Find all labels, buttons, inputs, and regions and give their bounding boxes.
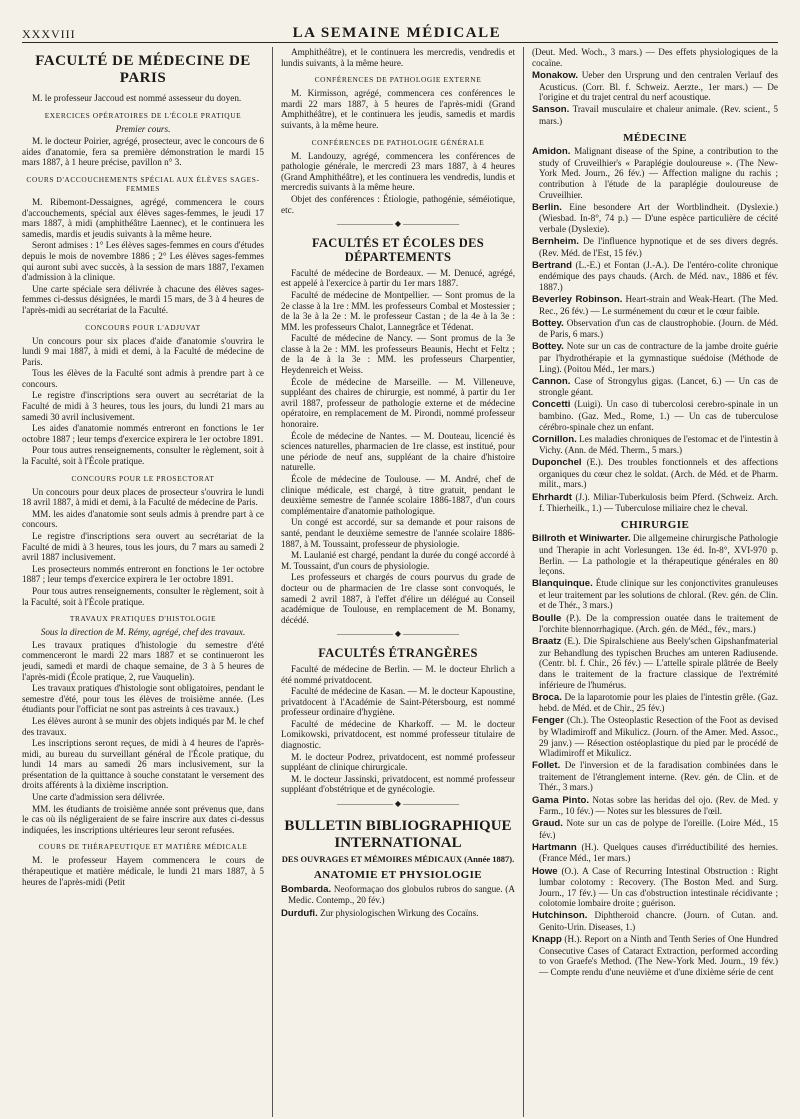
paragraph: École de médecine de Toulouse. — M. André, chef de clinique médicale, est chargé, à titre gratuit, pendant le deuxième semestre de l'année scolaire 1886-1887, d'un cours complémentaire d'anatomie pathologique. xyxy=(281,474,515,516)
bibliography-entry xyxy=(532,613,778,635)
entry-text: De la laparotomie pour les plaies de l'intestin grêle. (Gaz. hebd. de Méd. et de Chir., 25 fév.) xyxy=(539,691,778,714)
entry-author: Blanquinque. xyxy=(532,578,593,590)
section-title: FACULTÉ DE MÉDECINE DE PARIS xyxy=(35,53,251,86)
paragraph: Faculté de médecine de Bordeaux. — M. Denucé, agrégé, est appelé à l'exercice à partir du 1er mars 1887. xyxy=(281,267,515,289)
paragraph: M. le professeur Jaccoud est nommé assesseur du doyen. xyxy=(32,93,242,103)
entry-text: De l'influence hypnotique et de ses divers degrés. (Rev. Méd. de l'Est, 15 fév.) xyxy=(539,236,778,258)
paragraph: Un concours pour six places d'aide d'anatomie s'ouvrira le lundi 9 mai 1887, à midi et demi, à la Faculté de médecine de Paris. xyxy=(22,335,264,367)
paragraph: Les professeurs et chargés de cours pourvus du grade de docteur ou de pharmacien de 1re classe sont convoqués, le samedi 2 avril 1887, à l'effet d'élire un délégué au Conseil académique de Toulouse, en remplacement de M. Bonamy, décédé. xyxy=(281,572,515,625)
entry-author: Beverley Robinson. xyxy=(532,293,623,305)
entry-author: Bottey. xyxy=(532,341,564,353)
bulletin-title: BULLETIN BIBLIOGRAPHIQUE INTERNATIONAL xyxy=(284,817,512,851)
paragraph: Les prosecteurs nommés entreront en fonctions le 1er octobre 1887 ; leur temps d'exercice expirera le 1er octobre 1891. xyxy=(22,563,264,585)
paragraph: Une carte d'admission sera délivrée. xyxy=(32,792,165,803)
paragraph: Les élèves auront à se munir des objets indiqués par M. le chef des travaux. xyxy=(22,715,264,737)
entry-continuation: (Deut. Med. Woch., 3 mars.) — Des effets physiologiques de la cocaïne. xyxy=(532,47,778,68)
bibliography-entry xyxy=(532,692,778,714)
entry-author: Billroth et Winiwarter. xyxy=(532,533,631,545)
paragraph: M. Kirmisson, agrégé, commencera ces conférences le mardi 22 mars 1887, à 5 heures de l'après-midi (Grand Amphithéâtre), et le continuera les jeudis, samedis et mardis suivants, à la même heure. xyxy=(281,88,515,130)
entry-author: Knapp xyxy=(532,934,562,946)
entry-author: Cornillon. xyxy=(532,433,577,445)
paragraph: M. le docteur Poirier, agrégé, prosecteur, avec le concours de 6 aides d'anatomie, fera sa première démonstration le mardi 15 mars 1887, à 1 heure précise, pavillon n° 3. xyxy=(22,136,264,168)
entry-text: Neoformaçao dos globulos rubros do sangue. (A Medic. Contemp., 20 fév.) xyxy=(288,883,516,906)
paragraph: Le registre d'inscriptions sera ouvert au secrétariat de la Faculté de midi à 3 heures, tous les jours, du lundi 21 mars au samedi 30 avril inclusivement. xyxy=(22,390,264,422)
subsection-heading: EXERCICES OPÉRATOIRES DE L'ÉCOLE PRATIQUE xyxy=(44,110,242,120)
paragraph: Les travaux pratiques d'histologie sont obligatoires, pendant le semestre d'été, pour tous les élèves de troisième année. (Les étudiants pour l'officiat ne sont pas astreints à ces travaux.) xyxy=(22,683,264,715)
bibliography-entry xyxy=(532,399,778,432)
entry-author: Duponchel xyxy=(532,457,582,469)
bibliography-entry xyxy=(532,842,778,864)
bibliography-entry xyxy=(532,818,778,840)
column-right xyxy=(524,47,778,1117)
paragraph: Une carte spéciale sera délivrée à chacune des élèves sages-femmes ci-dessus désignées, le mardi 15 mars, de 3 à 4 heures de l'après-midi au secrétariat de la Faculté. xyxy=(22,283,264,315)
column-left xyxy=(22,47,272,1117)
paragraph: École de médecine de Nantes. — M. Douteau, licencié ès sciences naturelles, pharmacien de 1re classe, est institué, pour une période de neuf ans, suppléant de la chaire d'histoire naturelle. xyxy=(281,430,515,473)
entry-author: Amidon. xyxy=(532,146,571,158)
paragraph: Faculté de médecine de Kharkoff. — M. le docteur Lomikowski, privatdocent, est nommé professeur titulaire de diagnostic. xyxy=(281,718,515,751)
bibliography-entry xyxy=(532,636,778,690)
bibliography-entry xyxy=(532,202,778,235)
category-heading: CHIRURGIE xyxy=(620,518,690,531)
entry-author: Concetti xyxy=(532,399,571,411)
bibliography-entry xyxy=(281,884,515,906)
entry-text: (L.-E.) et Fontan (J.-A.). De l'entéro-colite chronique endémique des pays chauds. (Arch. de Méd. nav., 1886 et fév. 1887.) xyxy=(539,259,778,292)
separator-ornament: ——————— ◆ ——————— xyxy=(336,799,460,809)
bibliography-entry xyxy=(532,260,778,293)
subsection-heading: CONFÉRENCES DE PATHOLOGIE EXTERNE xyxy=(314,75,482,85)
entry-text: (P.). De la compression ouatée dans le traitement de l'orchite blennorrhagique. (Arch. gén. de Méd., fév., mars.) xyxy=(539,612,778,635)
entry-author: Bertrand xyxy=(532,259,572,271)
entry-author: Bottey. xyxy=(532,317,564,329)
separator-ornament: ——————— ◆ ——————— xyxy=(336,219,460,229)
paragraph: M. le docteur Jassinski, privatdocent, est nommé professeur suppléant d'obstétrique et de gynécologie. xyxy=(281,773,515,795)
running-header xyxy=(22,12,778,43)
bibliography-entry xyxy=(532,578,778,611)
entry-author: Gama Pinto. xyxy=(532,794,590,806)
entry-text: (J.). Miliar-Tuberkulosis beim Pferd. (Schweiz. Arch. f. Thierheilk., 1.) — Tuberculose miliaire chez le cheval. xyxy=(539,491,778,514)
paragraph: Tous les élèves de la Faculté sont admis à prendre part à ce concours. xyxy=(22,368,264,389)
bibliography-entry xyxy=(532,533,778,576)
bulletin-subtitle: DES OUVRAGES ET MÉMOIRES MÉDICAUX (Année 1887). xyxy=(281,853,515,864)
entry-author: Cannon. xyxy=(532,375,571,387)
subsection-heading: CONCOURS POUR LE PROSECTORAT xyxy=(71,473,215,483)
paragraph: Amphithéâtre), et le continuera les mercredis, vendredis et lundis suivants, à la même heure. xyxy=(281,47,515,68)
entry-author: Ehrhardt xyxy=(532,491,572,503)
entry-text: Heart-strain and Weak-Heart. (The Med. Rec., 26 fév.) — Le surménement du cœur et le cœur faible. xyxy=(539,293,778,316)
paragraph: Le registre d'inscriptions sera ouvert au secrétariat de la Faculté de midi à 3 heures, tous les jours, du 7 mars au samedi 2 avril 1887 inclusivement. xyxy=(22,531,264,563)
paragraph: Faculté de médecine de Montpellier. — Sont promus de la 2e classe à la 1re : MM. les professeurs Combal et Mostessier ; de la 3e à la 2e : M. le professeur Castan ; de la 4e à la 3e : MM. les professeurs Chalot, Lannegrâce et Tédenat. xyxy=(281,289,515,332)
entry-text: Notas sobre las heridas del ojo. (Rev. de Med. y Farm., 10 fév.) — Notes sur les blessures de l'œil. xyxy=(539,794,778,817)
entry-author: Follet. xyxy=(532,760,561,772)
entry-author: Fenger xyxy=(532,715,564,727)
paragraph: École de médecine de Marseille. — M. Villeneuve, suppléant des chaires de chirurgie, est nommé, à partir du 1er avril 1887, professeur de pathologie externe et de médecine opératoire, en remplacement de M. Pirondi, nommé professeur honoraire. xyxy=(281,376,515,430)
bibliography-entry xyxy=(532,104,778,126)
paragraph: M. le professeur Hayem commencera le cours de thérapeutique et matière médicale, le lundi 21 mars 1887, à 5 heures de l'après-midi (Petit xyxy=(22,855,264,887)
entry-text: (E.). Die Spiralschiene aus Beely'schen Gipshanfmaterial zur Behandlung des typischen Bruches am unteren Radiusende. (Centr. bl. f. Chir., 26 fév.) — L'attelle spirale plâtrée de Beely dans le traitement de la fracture classique de l'extrémité inférieure de l'humérus. xyxy=(539,636,778,690)
paragraph: M. le docteur Podrez, privatdocent, est nommé professeur suppléant de clinique chirurgicale. xyxy=(281,751,515,773)
entry-text: Travail musculaire et chaleur animale. (Rev. scient., 5 mars.) xyxy=(539,104,778,127)
paragraph: Faculté de médecine de Berlin. — M. le docteur Ehrlich a été nommé privatdocent. xyxy=(281,663,515,685)
paragraph: Pour tous autres renseignements, consulter le règlement, soit à la Faculté, soit à l'École pratique. xyxy=(22,445,264,467)
columns xyxy=(22,47,778,1117)
bibliography-entry xyxy=(532,795,778,817)
paragraph: Les aides d'anatomie nommés entreront en fonctions le 1er octobre 1887 ; leur temps d'exercice expirera le 1er octobre 1891. xyxy=(22,423,264,444)
paragraph: M. Landouzy, agrégé, commencera les conférences de pathologie générale, le mercredi 23 mars 1887, à 4 heures (Grand Amphithéâtre), et les continuera les vendredis, lundis et mercredis suivants à la même heure. xyxy=(281,150,515,193)
entry-text: Eine besondere Art der Wortblindheit. (Dyslexie.) (Wiesbad. In-8°, 74 p.) — D'une espèce particulière de cécité verbale (Dyslexie). xyxy=(539,201,778,234)
entry-text: (Luigi). Un caso di tubercolosi cerebro-spinale in un bambino. (Gaz. Med., Rome, 1.) — Un cas de tuberculose cérébro-spinale chez un enfant. xyxy=(539,399,778,432)
entry-author: Hartmann xyxy=(532,841,577,853)
subsection-heading: COURS DE THÉRAPEUTIQUE ET MATIÈRE MÉDICALE xyxy=(38,842,248,852)
bibliography-entry xyxy=(532,934,778,977)
paragraph: Seront admises : 1° Les élèves sages-femmes en cours d'études depuis le mois de novembre 1886 ; 2° Les élèves sages-femmes qui auront subi avec succès, à la session de mars 1887, l'examen d'admission à la clinique. xyxy=(22,240,264,283)
journal-title: LA SEMAINE MÉDICALE xyxy=(292,25,502,41)
paragraph: Objet des conférences : Étiologie, pathogénie, séméiotique, etc. xyxy=(281,193,515,215)
bibliography-entry xyxy=(532,294,778,316)
category-heading: ANATOMIE ET PHYSIOLOGIE xyxy=(313,869,483,882)
paragraph: Pour tous autres renseignements, consulter le règlement, soit à la Faculté, soit à l'École pratique. xyxy=(22,585,264,607)
bibliography-entry xyxy=(532,70,778,103)
entry-author: Monakow. xyxy=(532,70,579,82)
entry-text: Ueber den Ursprung und den centralen Verlauf des Acusticus. (Corr. Bl. f. Schweiz. Aerzte., 1er mars.) — De l'origine et du trajet central du nerf acoustique. xyxy=(539,70,778,103)
bibliography-entry xyxy=(532,760,778,793)
subsection-heading: CONCOURS POUR L'ADJUVAT xyxy=(85,322,201,332)
entry-text: (O.). A Case of Recurring Intestinal Obstruction : Right lumbar colotomy : Recovery. (The Boston Med. and Surg. Journ., 17 fév.) — Un cas d'obstruction intestinale récidivante ; colotomie lombaire droite ; guérison. xyxy=(539,865,778,909)
paragraph: Un congé est accordé, sur sa demande et pour raisons de santé, pendant le deuxième semestre de l'année scolaire 1886-1887, à M. Toussaint, professeur de physiologie. xyxy=(281,517,515,549)
section-heading: FACULTÉS ÉTRANGÈRES xyxy=(318,645,478,660)
paragraph: Un concours pour deux places de prosecteur s'ouvrira le lundi 18 avril 1887, à midi et demi, à la Faculté de médecine de Paris. xyxy=(22,486,264,508)
entry-author: Boulle xyxy=(532,612,562,624)
subsection-heading: COURS D'ACCOUCHEMENTS SPÉCIAL AUX ÉLÈVES SAGES-FEMMES xyxy=(26,174,260,193)
bibliography-entry xyxy=(532,236,778,258)
subsection-heading: CONFÉRENCES DE PATHOLOGIE GÉNÉRALE xyxy=(311,137,485,147)
bibliography-entry xyxy=(532,341,778,374)
bibliography-entry xyxy=(532,146,778,200)
entry-author: Braatz xyxy=(532,636,562,648)
entry-author: Broca. xyxy=(532,691,562,703)
paragraph: M. Ribemont-Dessaignes, agrégé, commencera le cours d'accouchements, spécial aux élèves sages-femmes, le jeudi 17 mars 1887, à midi (amphithéâtre Laennec), et le continuera les samedis, mardis et jeudis suivants à la même heure. xyxy=(22,196,264,239)
entry-text: Étude clinique sur les conjonctivites granuleuses et leur traitement par les solutions de chloral. (Rev. gén. de Clin. et de Thér., 3 mars.) xyxy=(539,578,778,611)
column-middle xyxy=(272,47,524,1117)
entry-author: Howe xyxy=(532,865,558,877)
paragraph: Faculté de médecine de Nancy. — Sont promus de la 3e classe à la 2e : MM. les professeurs Beaunis, Hecht et Feltz ; de la 4e à la 3e : MM. les professeurs Charpentier, Heydenreich et Weiss. xyxy=(281,333,515,376)
bibliography-entry xyxy=(532,910,778,932)
paragraph: MM. les aides d'anatomie sont seuls admis à prendre part à ce concours. xyxy=(22,508,264,530)
entry-text: Observation d'un cas de claustrophobie. (Journ. de Méd. de Paris, 6 mars.) xyxy=(539,317,778,340)
entry-text: De l'inversion et de la faradisation combinées dans le traitement de l'étranglement interne. (Rev. gén. de Clin. et de Thér., 3 mars.) xyxy=(539,760,778,793)
entry-text: Note sur un cas de polype de l'oreille. (Loire Méd., 15 fév.) xyxy=(539,818,778,840)
subsection-heading: TRAVAUX PRATIQUES D'HISTOLOGIE xyxy=(69,614,217,624)
bibliography-entry xyxy=(532,434,778,456)
entry-text: Zur physiologischen Wirkung des Cocaïns. xyxy=(320,907,479,918)
entry-text: Case of Strongylus gigas. (Lancet, 6.) — Un cas de strongle géant. xyxy=(539,375,778,398)
entry-text: (E.). Des troubles fonctionnels et des affections organiques du cœur chez le soldat. (Arch. de Méd. et de Pharm. milit., mars.) xyxy=(539,457,778,490)
bibliography-entry xyxy=(532,715,778,758)
paragraph: Les travaux pratiques d'histologie du semestre d'été commenceront le mardi 22 mars 1887 et se continueront les jeudi, samedi et mardi de chaque semaine, de 3 à 5 heures de l'après-midi (École pratique, 2, rue Vauquelin). xyxy=(22,639,264,682)
entry-author: Sanson. xyxy=(532,104,570,116)
entry-text: Les maladies chroniques de l'estomac et de l'intestin à Vichy. (Ann. de Méd. Therm., 5 mars.) xyxy=(539,433,778,456)
entry-author: Berlin. xyxy=(532,201,562,213)
entry-author: Durdufi. xyxy=(281,907,318,919)
bibliography-entry xyxy=(532,376,778,398)
separator-ornament: ——————— ◆ ——————— xyxy=(336,629,460,639)
entry-text: Note sur un cas de contracture de la jambe droite guérie par l'hydrothérapie et la gymnastique suédoise (Méthode de Ling). (Poitou Méd., 1er mars.) xyxy=(539,341,778,374)
paragraph: M. Laulanié est chargé, pendant la durée du congé accordé à M. Toussaint, d'un cours de physiologie. xyxy=(281,550,515,571)
subsection-subtitle: Sous la direction de M. Rémy, agrégé, chef des travaux. xyxy=(40,627,246,638)
category-heading: MÉDECINE xyxy=(623,131,687,144)
entry-text: Diphtheroid chancre. (Journ. of Cutan. and. Genito-Urin. Diseases, 1.) xyxy=(539,910,778,933)
entry-text: (H.). Report on a Ninth and Tenth Series of One Hundred Consecutive Cases of Cataract Extraction, performed according to von Graefe's Method. (The New-York Med. Journ., 19 fév.) — Compte rendu d'une neuvième et d'une dixième série de cent xyxy=(539,934,778,977)
entry-text: Die allgemeine chirurgische Pathologie und Therapie in acht Vorlesungen. 13e éd. In-8°, XVI-970 p. Berlin. — La pathologie et la thérapeutique générales en 80 leçons. xyxy=(539,533,778,577)
paragraph: MM. les étudiants de troisième année sont prévenus que, dans le cas où ils négligeraient de se faire inscrire aux dates ci-dessus indiquées, les inscriptions ultérieures leur seront refusées. xyxy=(22,803,264,835)
bibliography-entry xyxy=(532,457,778,490)
entry-author: Hutchinson. xyxy=(532,910,588,922)
paragraph: Les inscriptions seront reçues, de midi à 4 heures de l'après-midi, au bureau du surveillant général de l'École pratique, du lundi 14 mars au samedi 26 mars inclusivement, sur la présentation de la quittance à souche constatant le versement des droits afférents à la dixième inscription. xyxy=(22,738,264,791)
bibliography-entry xyxy=(532,866,778,909)
entry-author: Bombarda. xyxy=(281,883,332,895)
subsection-subtitle: Premier cours. xyxy=(115,123,171,134)
entry-text: (Ch.). The Osteoplastic Resection of the Foot as devised by Wladimiroff and Mikulicz. (Journ. of the Amer. Med. Assoc., 29 janv.) — Résection ostéoplastique du pied par le procédé de Wladimiroff et Mikulicz. xyxy=(539,715,778,759)
bibliography-entry xyxy=(532,318,778,340)
bibliography-entry xyxy=(281,908,515,920)
bibliography-entry xyxy=(532,492,778,514)
paragraph: Faculté de médecine de Kasan. — M. le docteur Kapoustine, privatdocent à l'Académie de Saint-Pétersbourg, est nommé professeur ordinaire d'hygiène. xyxy=(281,686,515,718)
section-heading: FACULTÉS ET ÉCOLES DES DÉPARTEMENTS xyxy=(311,235,485,264)
entry-author: Bernheim. xyxy=(532,236,579,247)
entry-text: (H.). Quelques causes d'irréductibilité des hernies. (France Méd., 1er mars.) xyxy=(539,841,778,864)
entry-author: Graud. xyxy=(532,818,563,830)
entry-text: Malignant disease of the Spine, a contribution to the study of Cruveilhier's « Paraplégie douloureuse ». (The New-York Med. Journ., 26 fév.) — Affection maligne du rachis ; contribution à l'étude de la paraplégie douloureuse de Cruveilhier. xyxy=(539,146,778,200)
page-number: XXXVIII xyxy=(22,27,76,41)
